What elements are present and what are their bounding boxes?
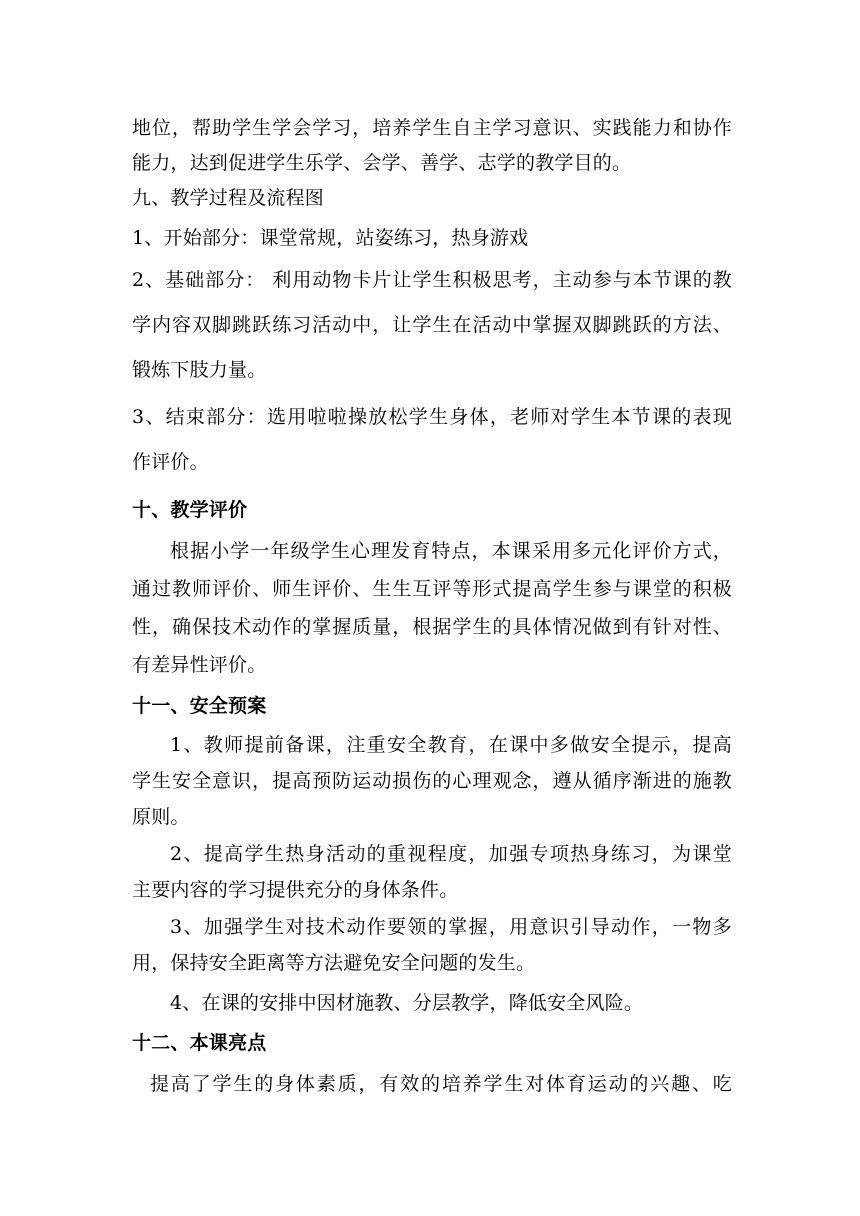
section-9-item-2-line-3: 锻炼下肢力量。 xyxy=(132,359,267,381)
section-9-item-3-line-2: 作评价。 xyxy=(132,451,209,473)
section-11-p1-line-1: 1、教师提前备课，注重安全教育，在课中多做安全提示，提高 xyxy=(170,734,732,756)
section-11-heading: 十一、安全预案 xyxy=(132,695,267,717)
section-10-line-1: 根据小学一年级学生心理发育特点，本课采用多元化评价方式， xyxy=(170,540,732,562)
section-12-heading: 十二、本课亮点 xyxy=(132,1032,267,1054)
section-9-item-2-line-2: 学内容双脚跳跃练习活动中，让学生在活动中掌握双脚跳跃的方法、 xyxy=(132,314,732,336)
section-11-p3-line-1: 3、加强学生对技术动作要领的掌握，用意识引导动作，一物多 xyxy=(170,916,732,938)
section-9-item-2-line-1: 2、基础部分： 利用动物卡片让学生积极思考，主动参与本节课的教 xyxy=(132,269,732,291)
section-9-item-1: 1、开始部分：课堂常规，站姿练习，热身游戏 xyxy=(132,227,529,249)
section-11-p3-line-2: 用，保持安全距离等方法避免安全问题的发生。 xyxy=(132,952,536,974)
section-11-p1-line-3: 原则。 xyxy=(132,806,190,828)
section-10-line-4: 有差异性评价。 xyxy=(132,654,267,676)
section-11-p1-line-2: 学生安全意识，提高预防运动损伤的心理观念，遵从循序渐进的施教 xyxy=(132,770,732,792)
section-9-heading: 九、教学过程及流程图 xyxy=(132,187,325,209)
section-10-heading: 十、教学评价 xyxy=(132,499,248,521)
intro-line-1: 地位，帮助学生学会学习，培养学生自主学习意识、实践能力和协作 xyxy=(132,117,732,139)
section-11-p2-line-1: 2、提高学生热身活动的重视程度，加强专项热身练习，为课堂 xyxy=(170,843,732,865)
section-10-line-2: 通过教师评价、师生评价、生生互评等形式提高学生参与课堂的积极 xyxy=(132,578,732,600)
section-9-item-3-line-1: 3、结束部分：选用啦啦操放松学生身体，老师对学生本节课的表现 xyxy=(132,406,732,428)
section-10-line-3: 性，确保技术动作的掌握质量，根据学生的具体情况做到有针对性、 xyxy=(132,616,732,638)
section-11-p2-line-2: 主要内容的学习提供充分的身体条件。 xyxy=(132,879,459,901)
intro-line-2: 能力，达到促进学生乐学、会学、善学、志学的教学目的。 xyxy=(132,152,632,174)
section-11-p4-line-1: 4、在课的安排中因材施教、分层教学，降低安全风险。 xyxy=(170,992,644,1014)
section-12-line-1: 提高了学生的身体素质，有效的培养学生对体育运动的兴趣、吃 xyxy=(150,1073,732,1095)
